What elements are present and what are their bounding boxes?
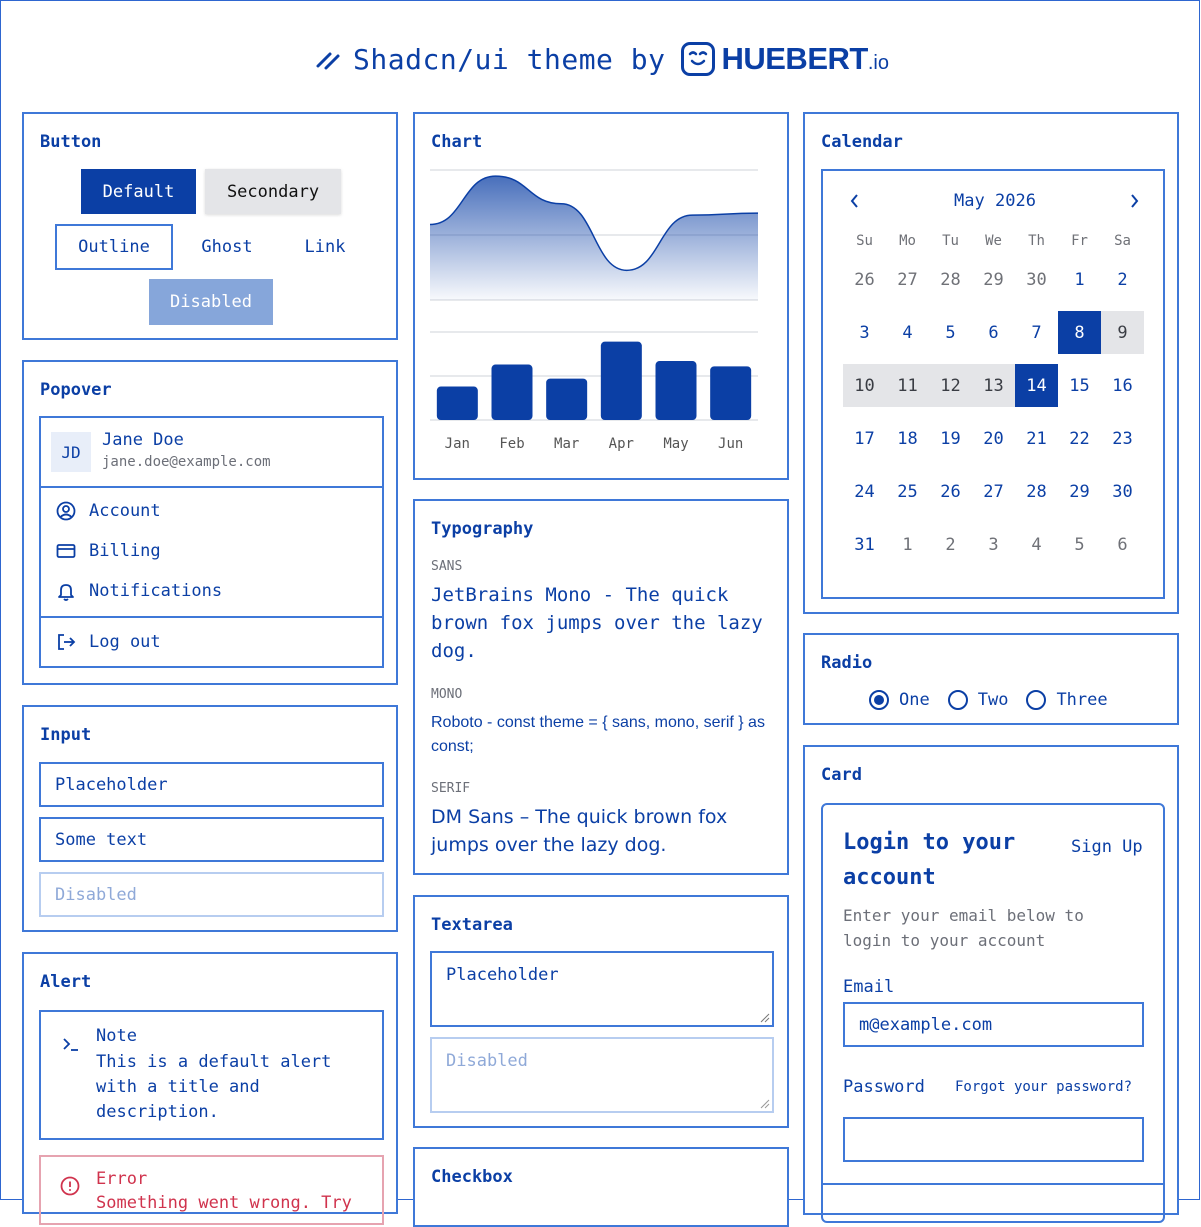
alert-panel xyxy=(22,952,398,1214)
calendar-day[interactable]: 7 xyxy=(1031,322,1042,343)
default-button[interactable]: Default xyxy=(81,169,196,214)
log-out-icon xyxy=(55,631,77,653)
calendar-day[interactable]: 29 xyxy=(983,269,1004,290)
menu-item-label: Log out xyxy=(89,632,161,652)
calendar-day[interactable]: 22 xyxy=(1069,428,1090,449)
panel-title: Checkbox xyxy=(431,1167,513,1187)
avatar xyxy=(51,432,91,472)
calendar-panel xyxy=(803,112,1179,614)
calendar-day[interactable]: 6 xyxy=(1117,534,1128,555)
calendar-day-in-range[interactable]: 10 xyxy=(843,364,886,407)
calendar-day[interactable]: 2 xyxy=(1117,269,1128,290)
radio-label: Three xyxy=(1056,690,1108,710)
panel-title: Typography xyxy=(431,519,534,539)
radio-unchecked[interactable] xyxy=(1026,690,1046,710)
button-panel xyxy=(22,112,398,340)
x-tick-label: Apr xyxy=(608,436,634,452)
login-card xyxy=(821,803,1165,1223)
calendar-grid xyxy=(843,226,1148,586)
user-circle-icon xyxy=(55,500,77,522)
x-tick-label: Feb xyxy=(499,436,525,452)
radio-group xyxy=(869,690,1108,710)
calendar-day[interactable]: 26 xyxy=(940,481,961,502)
outline-button[interactable]: Outline xyxy=(55,224,173,270)
calendar-day-in-range[interactable]: 12 xyxy=(929,364,972,407)
panel-title: Input xyxy=(40,725,92,745)
calendar-day[interactable]: 4 xyxy=(1031,534,1042,555)
huebert-logo xyxy=(681,41,888,77)
weekday-header: Mo xyxy=(899,233,916,249)
disabled-button: Disabled xyxy=(149,279,273,325)
x-tick-label: Jun xyxy=(718,436,744,452)
alert-title: Note xyxy=(96,1026,137,1046)
error-description: Something went wrong. Try xyxy=(96,1193,352,1213)
calendar-day[interactable]: 1 xyxy=(1074,269,1085,290)
calendar-day[interactable]: 21 xyxy=(1026,428,1047,449)
textarea-placeholder: Disabled xyxy=(446,1051,528,1071)
panel-title: Radio xyxy=(821,653,873,673)
placeholder-textarea[interactable] xyxy=(430,951,774,1027)
radio-panel xyxy=(803,633,1179,725)
card-panel xyxy=(803,745,1179,1215)
menu-item-account[interactable] xyxy=(55,500,161,522)
default-alert xyxy=(39,1010,384,1140)
popover-panel xyxy=(22,360,398,685)
weekday-header: Th xyxy=(1028,233,1045,249)
calendar-day-in-range[interactable]: 9 xyxy=(1101,311,1144,354)
card-heading: Login to your account xyxy=(843,830,1016,890)
calendar-day[interactable]: 30 xyxy=(1112,481,1133,502)
panel-title: Chart xyxy=(431,132,483,152)
slash-logo-icon xyxy=(313,44,343,74)
user-email: jane.doe@example.com xyxy=(102,454,271,470)
menu-item-notifications[interactable] xyxy=(55,580,222,602)
alert-circle-icon xyxy=(59,1175,81,1197)
calendar-day[interactable]: 1 xyxy=(902,534,913,555)
calendar-day-in-range[interactable]: 13 xyxy=(972,364,1015,407)
x-tick-label: Jan xyxy=(444,436,470,452)
calendar-day[interactable]: 31 xyxy=(854,534,875,555)
calendar-day[interactable]: 16 xyxy=(1112,375,1133,396)
calendar-day[interactable]: 17 xyxy=(854,428,875,449)
menu-item-billing[interactable] xyxy=(55,540,161,562)
serif-label: SERIF xyxy=(431,781,471,796)
link-button[interactable]: Link xyxy=(304,237,346,257)
calendar-day[interactable]: 28 xyxy=(1026,481,1047,502)
error-alert xyxy=(39,1155,384,1225)
typography-panel xyxy=(413,499,789,875)
secondary-button[interactable]: Secondary xyxy=(205,169,341,214)
panel-title: Alert xyxy=(40,972,92,992)
menu-item-label: Billing xyxy=(89,541,161,561)
disabled-input: Disabled xyxy=(39,872,384,917)
forgot-password-link[interactable]: Forgot your password? xyxy=(955,1079,1133,1095)
divider xyxy=(41,616,382,618)
resize-handle-icon xyxy=(760,1099,770,1109)
card-footer-divider xyxy=(823,1183,1163,1185)
calendar-widget xyxy=(821,169,1165,599)
bar-feb xyxy=(492,365,533,420)
next-month-button[interactable] xyxy=(1124,191,1144,211)
input-panel xyxy=(22,705,398,932)
calendar-day[interactable]: 4 xyxy=(902,322,913,343)
calendar-day[interactable]: 27 xyxy=(897,269,918,290)
radio-unchecked[interactable] xyxy=(948,690,968,710)
textarea-placeholder: Placeholder xyxy=(446,965,559,985)
calendar-day-range-end[interactable]: 14 xyxy=(1015,364,1058,407)
calendar-day[interactable]: 15 xyxy=(1069,375,1090,396)
menu-item-logout[interactable] xyxy=(55,631,161,653)
menu-item-label: Notifications xyxy=(89,581,223,601)
avatar-initials: JD xyxy=(61,442,81,462)
terminal-icon xyxy=(61,1034,81,1054)
x-tick-label: Mar xyxy=(554,436,580,452)
panel-title: Popover xyxy=(40,380,112,400)
email-label: Email xyxy=(843,977,895,997)
calendar-day[interactable]: 6 xyxy=(988,322,999,343)
bell-icon xyxy=(55,580,77,602)
weekday-header: Tu xyxy=(942,233,959,249)
chevron-right-icon xyxy=(1124,191,1144,211)
textarea-panel xyxy=(413,895,789,1128)
text-input[interactable]: Some text xyxy=(39,817,384,862)
weekday-header: Fr xyxy=(1071,233,1088,249)
popover-menu xyxy=(39,416,384,668)
bar-jan xyxy=(437,387,478,420)
sans-sample: JetBrains Mono - The quick brown fox jumps over the lazy dog. xyxy=(431,584,763,662)
calendar-day[interactable]: 3 xyxy=(859,322,870,343)
checkbox-panel xyxy=(413,1147,789,1227)
radio-checked[interactable] xyxy=(869,690,889,710)
calendar-day[interactable]: 25 xyxy=(897,481,918,502)
bar-apr xyxy=(601,342,642,420)
brand-name: HUEBERT xyxy=(721,41,868,76)
calendar-day-in-range[interactable]: 11 xyxy=(886,364,929,407)
panel-title: Textarea xyxy=(431,915,513,935)
radio-label: One xyxy=(899,690,930,710)
page-header xyxy=(1,31,1201,87)
signup-link[interactable]: Sign Up xyxy=(1071,837,1143,857)
chart-panel xyxy=(413,112,789,480)
disabled-textarea xyxy=(430,1037,774,1113)
calendar-day[interactable]: 18 xyxy=(897,428,918,449)
mono-label: MONO xyxy=(431,687,463,702)
calendar-day[interactable]: 28 xyxy=(940,269,961,290)
radio-option-two[interactable] xyxy=(948,690,1009,710)
radio-option-three[interactable] xyxy=(1026,690,1107,710)
mono-sample: Roboto - const theme = { sans, mono, serif } as const; xyxy=(431,714,765,755)
calendar-day[interactable]: 20 xyxy=(983,428,1004,449)
radio-option-one[interactable] xyxy=(869,690,930,710)
password-field[interactable] xyxy=(843,1117,1144,1162)
weekday-header: We xyxy=(985,233,1002,249)
divider xyxy=(41,486,382,488)
calendar-day[interactable]: 5 xyxy=(945,322,956,343)
calendar-day-range-start[interactable]: 8 xyxy=(1058,311,1101,354)
radio-label: Two xyxy=(977,690,1009,710)
calendar-day[interactable]: 29 xyxy=(1069,481,1090,502)
alert-description: This is a default alert with a title and description. xyxy=(96,1052,332,1122)
error-title: Error xyxy=(96,1169,148,1189)
resize-handle-icon[interactable] xyxy=(760,1013,770,1023)
calendar-day[interactable]: 27 xyxy=(983,481,1004,502)
calendar-day[interactable]: 2 xyxy=(945,534,956,555)
placeholder-input[interactable]: Placeholder xyxy=(39,762,384,807)
calendar-day[interactable]: 23 xyxy=(1112,428,1133,449)
card-description: Enter your email below to login to your account xyxy=(843,906,1084,950)
bar-chart xyxy=(430,322,758,452)
panel-title: Calendar xyxy=(821,132,903,152)
calendar-day[interactable]: 5 xyxy=(1074,534,1085,555)
bar-may xyxy=(656,361,697,420)
calendar-day[interactable]: 19 xyxy=(940,428,961,449)
calendar-day[interactable]: 30 xyxy=(1026,269,1047,290)
bar-jun xyxy=(710,366,751,420)
x-tick-label: May xyxy=(663,436,689,452)
page-title: Shadcn/ui theme by xyxy=(353,42,666,76)
panel-title: Button xyxy=(40,132,102,152)
user-name: Jane Doe xyxy=(102,430,184,450)
area-chart xyxy=(430,162,758,302)
sans-label: SANS xyxy=(431,559,463,574)
menu-item-label: Account xyxy=(89,501,161,521)
email-field[interactable]: m@example.com xyxy=(843,1002,1144,1047)
ghost-button[interactable]: Ghost xyxy=(201,237,253,257)
bar-mar xyxy=(546,379,587,420)
calendar-day[interactable]: 3 xyxy=(988,534,999,555)
password-label: Password xyxy=(843,1077,925,1097)
serif-sample: DM Sans – The quick brown fox jumps over the lazy dog. xyxy=(431,806,728,856)
calendar-day[interactable]: 26 xyxy=(854,269,875,290)
smiley-logo-icon xyxy=(681,42,715,76)
weekday-header: Su xyxy=(856,233,873,249)
credit-card-icon xyxy=(55,540,77,562)
weekday-header: Sa xyxy=(1114,233,1131,249)
calendar-month-label: May 2026 xyxy=(954,191,1036,211)
brand-tld: .io xyxy=(867,51,889,74)
panel-title: Card xyxy=(821,765,862,785)
calendar-day[interactable]: 24 xyxy=(854,481,875,502)
